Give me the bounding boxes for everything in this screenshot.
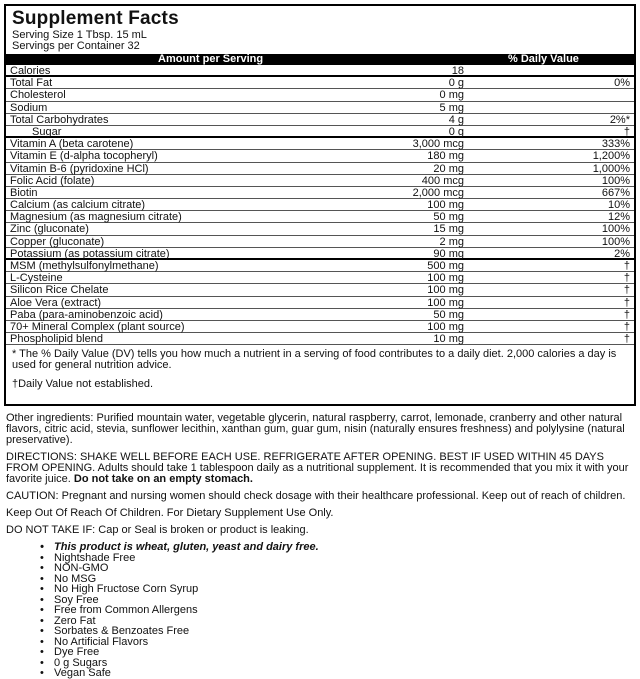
directions-text: DIRECTIONS: SHAKE WELL BEFORE EACH USE. REFRIGERATE AFTER OPENING. BEST IF USED WITHIN 45 DAYS FROM OPENING. Adults should take 1 tablespoon daily as a nutritional supplement. It is recommended that you mix it with your favorite juice.: [6, 451, 629, 485]
nutrient-amount: 100 mg: [427, 272, 464, 285]
list-item: • Nightshade Free: [6, 553, 632, 564]
nutrient-name: Zinc (gluconate): [10, 223, 89, 236]
nutrient-name: Phospholipid blend: [10, 333, 103, 346]
nutrient-dv: 10%: [607, 199, 630, 212]
table-row: [6, 175, 634, 187]
nutrient-name: MSM (methylsulfonylmethane): [10, 260, 159, 272]
nutrient-name: Sugar: [32, 125, 62, 138]
nutrient-amount: 5 mg: [439, 101, 464, 114]
list-item: • 0 g Sugars: [6, 658, 632, 669]
nutrient-dv: †: [623, 296, 630, 309]
nutrient-name: 70+ Mineral Complex (plant source): [10, 320, 185, 333]
nutrient-name: Cholesterol: [10, 89, 66, 102]
other-ingredients: Other ingredients: Purified mountain water, vegetable glycerin, natural raspberry, carrot, lemonade, cranberry and other natural flavors, citric acid, stevia, sunflower lecithin, xanthan gum, guar gum, nisin (naturally ensures freshness) and polylysine (natural preservative).: [6, 412, 625, 446]
table-row: [6, 102, 634, 114]
table-row: [6, 187, 634, 199]
nutrient-dv: 100%: [601, 174, 630, 187]
nutrient-name: Calcium (as calcium citrate): [10, 199, 146, 212]
nutrient-amount: 2,000 mcg: [412, 186, 464, 199]
nutrient-name: Vitamin B-6 (pyridoxine HCl): [10, 162, 149, 175]
nutrient-name: L-Cysteine: [10, 272, 63, 285]
dv-header: % Daily Value: [508, 53, 579, 65]
list-item: • No MSG: [6, 574, 632, 585]
table-row: [6, 321, 634, 333]
table-row: [6, 211, 634, 223]
directions-bold: Do not take on an empty stomach.: [73, 473, 253, 485]
nutrient-amount: 500 mg: [427, 260, 464, 272]
table-row: [6, 284, 634, 296]
nutrient-amount: 0 g: [448, 125, 464, 138]
table-row: [6, 77, 634, 89]
nutrient-name: Paba (para-aminobenzoic acid): [10, 308, 163, 321]
table-row: [6, 272, 634, 284]
nutrient-amount: 4 g: [448, 113, 464, 126]
list-item: • This product is wheat, gluten, yeast and dairy free.: [6, 542, 632, 553]
nutrient-amount: 100 mg: [427, 296, 464, 309]
nutrient-amount: 100 mg: [427, 320, 464, 333]
nutrient-name: Total Fat: [10, 77, 53, 90]
footnote-dagger: †Daily Value not established.: [12, 378, 154, 391]
list-item: • Soy Free: [6, 595, 632, 606]
table-row: [6, 199, 634, 211]
serving-size: Serving Size 1 Tbsp. 15 mL: [12, 29, 147, 41]
table-row: [6, 248, 634, 260]
nutrient-dv: 1,200%: [592, 150, 630, 163]
list-item: • NON-GMO: [6, 563, 632, 574]
table-row: [6, 236, 634, 248]
nutrient-amount: 100 mg: [427, 199, 464, 212]
nutrient-amount: 10 mg: [433, 333, 464, 346]
nutrient-dv: †: [623, 125, 630, 138]
list-item: • Free from Common Allergens: [6, 605, 632, 616]
nutrient-dv: †: [623, 260, 630, 272]
nutrient-dv: 12%: [607, 211, 630, 224]
nutrient-table: [6, 65, 634, 345]
table-row: [6, 114, 634, 126]
nutrient-dv: †: [623, 272, 630, 285]
list-item: • No Artificial Flavors: [6, 637, 632, 648]
table-row: [6, 138, 634, 150]
list-item: • Vegan Safe: [6, 668, 632, 679]
nutrient-name: Folic Acid (folate): [10, 174, 95, 187]
nutrient-amount: 20 mg: [433, 162, 464, 175]
list-item: • Zero Fat: [6, 616, 632, 627]
nutrient-dv: †: [623, 333, 630, 346]
do-not-take-notice: DO NOT TAKE IF: Cap or Seal is broken or product is leaking.: [6, 524, 309, 536]
nutrient-name: Copper (gluconate): [10, 235, 105, 248]
nutrient-name: Sodium: [10, 101, 48, 114]
nutrient-amount: 400 mcg: [421, 174, 464, 187]
nutrient-dv: 100%: [601, 235, 630, 248]
nutrient-name: Silicon Rice Chelate: [10, 284, 109, 297]
table-row: [6, 260, 634, 272]
table-header: [6, 54, 634, 65]
table-row: [6, 223, 634, 235]
nutrient-amount: 50 mg: [433, 308, 464, 321]
nutrient-name: Calories: [10, 65, 51, 77]
nutrient-amount: 180 mg: [427, 150, 464, 163]
nutrient-dv: †: [623, 284, 630, 297]
nutrient-name: Vitamin E (d-alpha tocopheryl): [10, 150, 158, 163]
list-item: • Sorbates & Benzoates Free: [6, 626, 632, 637]
table-row: [6, 126, 634, 138]
table-row: [6, 163, 634, 175]
nutrient-dv: †: [623, 308, 630, 321]
nutrient-amount: 90 mg: [433, 247, 464, 260]
amount-header: Amount per Serving: [158, 53, 264, 65]
nutrient-dv: 0%: [614, 77, 630, 90]
table-row: [6, 333, 634, 345]
table-row: [6, 297, 634, 309]
nutrient-name: Total Carbohydrates: [10, 113, 109, 126]
nutrient-amount: 18: [451, 65, 464, 77]
nutrient-name: Vitamin A (beta carotene): [10, 138, 134, 151]
list-item: • Dye Free: [6, 647, 632, 658]
nutrient-amount: 50 mg: [433, 211, 464, 224]
keep-out-notice: Keep Out Of Reach Of Children. For Dietary Supplement Use Only.: [6, 507, 334, 519]
list-item: • No High Fructose Corn Syrup: [6, 584, 632, 595]
directions: [6, 452, 632, 485]
caution: CAUTION: Pregnant and nursing women should check dosage with their healthcare professional. Keep out of reach of children.: [6, 490, 626, 502]
panel-title: Supplement Facts: [12, 8, 179, 29]
nutrient-name: Magnesium (as magnesium citrate): [10, 211, 182, 224]
nutrient-name: Biotin: [10, 186, 38, 199]
nutrient-amount: 15 mg: [433, 223, 464, 236]
nutrient-dv: 333%: [601, 138, 630, 151]
table-row: [6, 150, 634, 162]
table-row: [6, 89, 634, 101]
table-row: [6, 65, 634, 77]
servings-per-container: Servings per Container 32: [12, 40, 140, 52]
nutrient-name: Aloe Vera (extract): [10, 296, 102, 309]
nutrient-dv: 1,000%: [592, 162, 630, 175]
label-text: [6, 413, 632, 679]
nutrient-dv: †: [623, 320, 630, 333]
nutrient-amount: 3,000 mcg: [412, 138, 464, 151]
nutrient-dv: 667%: [601, 186, 630, 199]
nutrient-dv: 2%: [614, 247, 630, 260]
claims-list: [6, 542, 632, 679]
table-row: [6, 309, 634, 321]
nutrient-amount: 0 g: [448, 77, 464, 90]
nutrient-dv: 100%: [601, 223, 630, 236]
nutrient-amount: 100 mg: [427, 284, 464, 297]
nutrient-amount: 2 mg: [439, 235, 464, 248]
nutrient-dv: 2%*: [609, 113, 630, 126]
supplement-facts-panel: [4, 4, 636, 406]
nutrient-name: Potassium (as potassium citrate): [10, 247, 170, 260]
nutrient-amount: 0 mg: [439, 89, 464, 102]
footnote-dv: * The % Daily Value (DV) tells you how much a nutrient in a serving of food contributes to a daily diet. 2,000 calories a day is used for general nutrition advice.: [12, 348, 617, 372]
